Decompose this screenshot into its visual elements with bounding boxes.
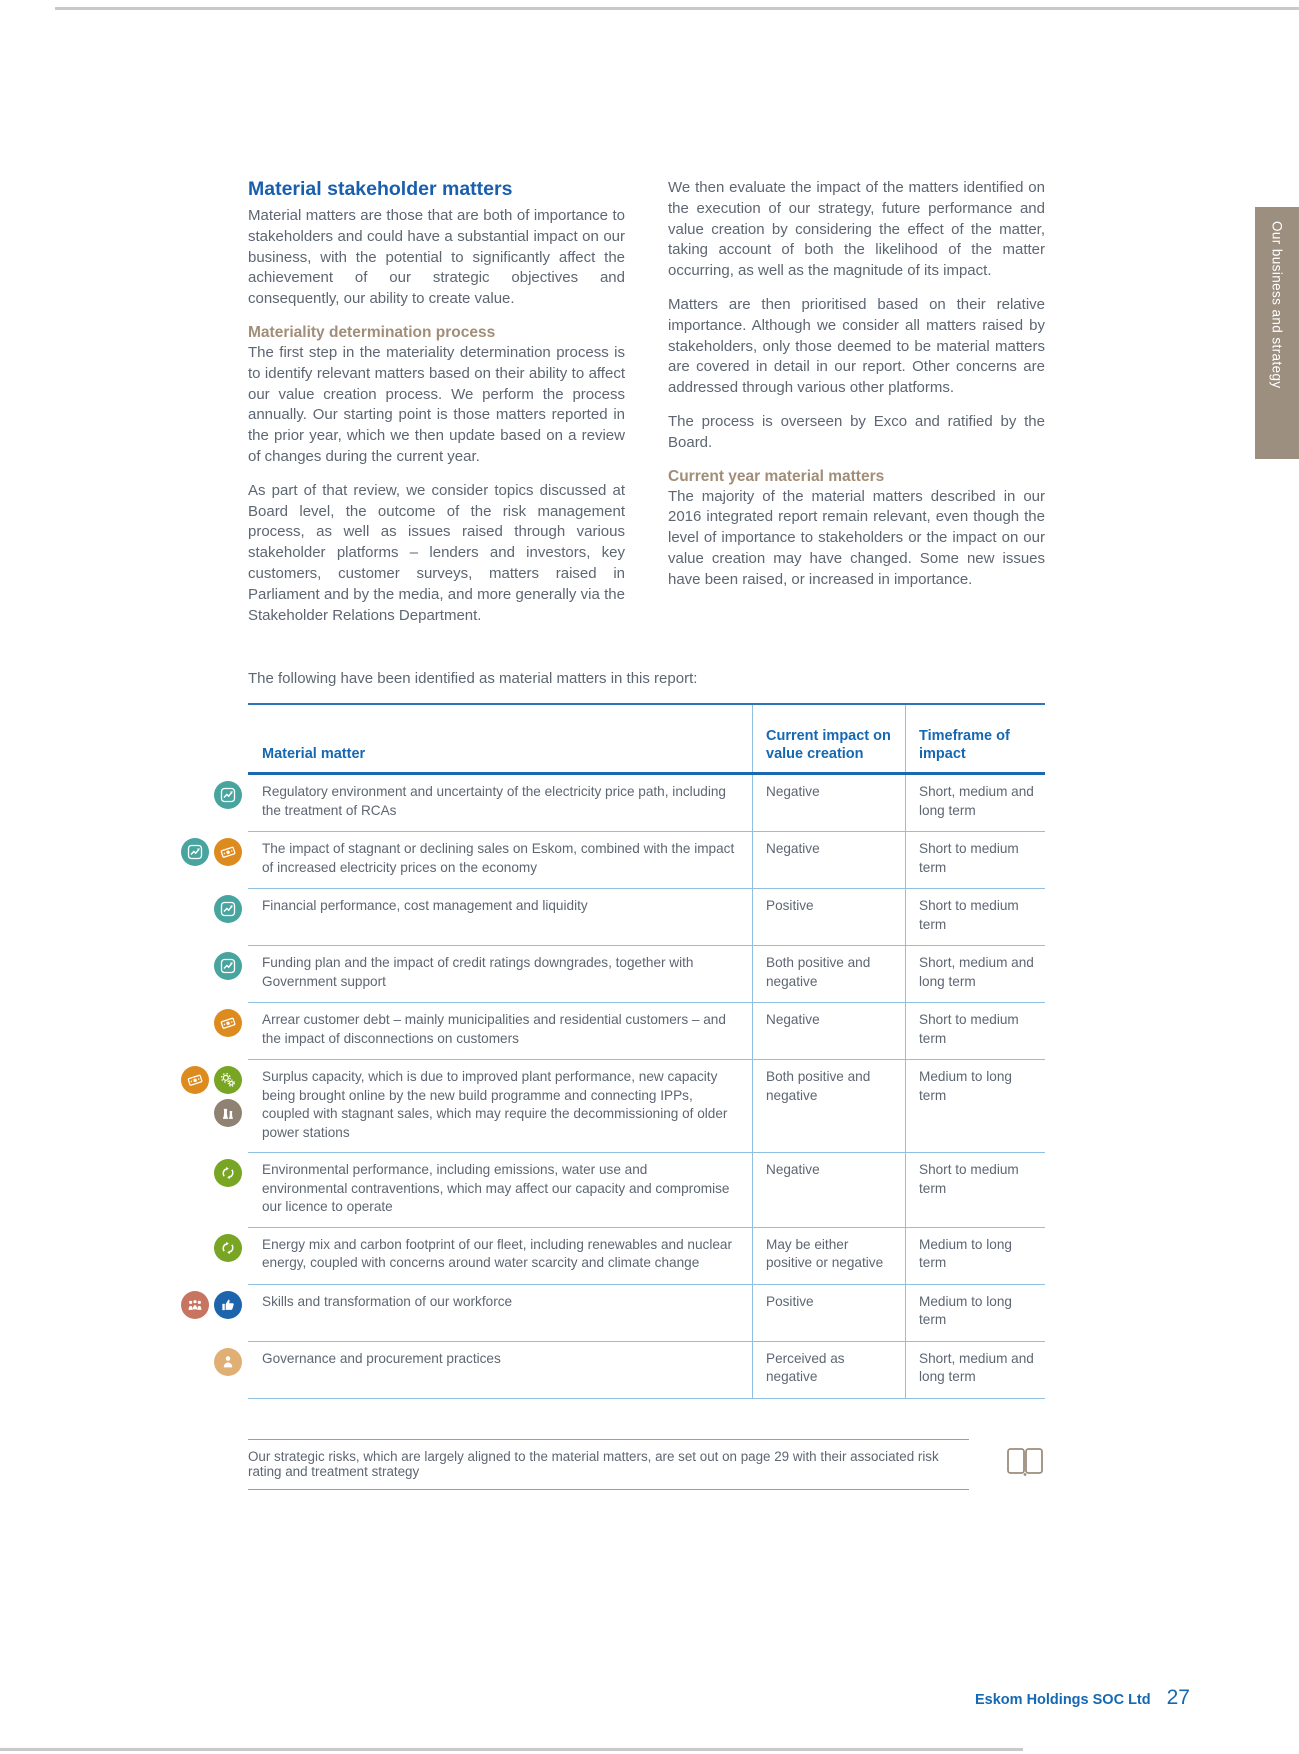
matter-cell: The impact of stagnant or declining sales on Eskom, combined with the impact of increased electricity prices on the economy	[262, 841, 735, 875]
impact-cell: Negative	[752, 1153, 905, 1227]
timeframe-cell: Short to medium term	[905, 832, 1045, 888]
row-icon-gutter	[176, 781, 242, 809]
paragraph: Material matters are those that are both of importance to stakeholders and could have a substantial impact on our business, with the potential to significantly affect the achievement of our strategic objectives and consequently, our ability to create value.	[248, 207, 625, 308]
impact-cell: Positive	[752, 1285, 905, 1341]
table-row	[248, 1003, 1045, 1060]
table-intro: The following have been identified as material matters in this report:	[248, 670, 698, 688]
timeframe-cell: Short to medium term	[905, 889, 1045, 945]
matter-cell: Regulatory environment and uncertainty of the electricity price path, including the treatment of RCAs	[262, 784, 726, 818]
table-row	[248, 1285, 1045, 1342]
timeframe-cell: Short, medium and long term	[905, 946, 1045, 1002]
timeframe-cell: Medium to long term	[905, 1285, 1045, 1341]
row-icon-gutter	[176, 895, 242, 923]
table-row	[248, 946, 1045, 1003]
impact-cell: Negative	[752, 775, 905, 831]
paragraph: Matters are then prioritised based on their relative importance. Although we consider all matters raised by stakeholders, only those deemed to be material matters are covered in detail in our report. Other concerns are addressed through various other platforms.	[668, 295, 1045, 397]
matter-cell: Arrear customer debt – mainly municipalities and residential customers – and the impact of disconnections on customers	[262, 1012, 726, 1046]
row-icon-gutter	[176, 838, 242, 866]
bottom-rule	[0, 1748, 1023, 1751]
performance-chart-icon	[214, 952, 242, 980]
paragraph: The first step in the materiality determination process is to identify relevant matters based on their ability to affect our value creation process. We perform the process annually. Our starting point is those matters reported in the prior year, which we then update based on a review of changes during the current year.	[248, 343, 625, 465]
impact-cell: Both positive and negative	[752, 946, 905, 1002]
environment-icon	[214, 1159, 242, 1187]
header-timeframe: Timeframe of impact	[905, 705, 1045, 772]
main-content	[248, 178, 1045, 1490]
row-icon-gutter	[176, 952, 242, 980]
table-row	[248, 1342, 1045, 1399]
table-row	[248, 889, 1045, 946]
impact-cell: May be either positive or negative	[752, 1228, 905, 1284]
row-icon-gutter	[176, 1348, 242, 1376]
paragraph: As part of that review, we consider topics discussed at Board level, the outcome of the risk management process, as well as issues raised through various stakeholder platforms – lenders and investors, key customers, customer surveys, matters raised in Parliament and by the media, and more generally via the Stakeholder Relations Department.	[248, 481, 625, 624]
footer-company-name: Eskom Holdings SOC Ltd	[975, 1692, 1151, 1708]
thumbs-up-icon	[214, 1291, 242, 1319]
impact-cell: Negative	[752, 832, 905, 888]
sales-revenue-icon	[214, 838, 242, 866]
timeframe-cell: Medium to long term	[905, 1228, 1045, 1284]
performance-chart-icon	[214, 895, 242, 923]
impact-cell: Perceived as negative	[752, 1342, 905, 1398]
footer-page-number: 27	[1166, 1686, 1190, 1709]
row-icon-gutter	[176, 1159, 242, 1187]
page-footer	[975, 1686, 1190, 1710]
row-icon-gutter	[176, 1009, 242, 1037]
strategic-risks-note: Our strategic risks, which are largely aligned to the material matters, are set out on page 29 with their associated risk rating and treatment strategy	[248, 1439, 969, 1490]
subheading-current-year-matters: Current year material matters	[668, 467, 885, 485]
performance-chart-icon	[214, 781, 242, 809]
table-row	[248, 832, 1045, 889]
header-current-impact: Current impact on value creation	[752, 705, 905, 772]
strategic-risks-note-row	[248, 1439, 1045, 1490]
top-rule	[55, 7, 1299, 10]
row-icon-gutter	[176, 1234, 242, 1262]
timeframe-cell: Short, medium and long term	[905, 1342, 1045, 1398]
subheading-materiality-process: Materiality determination process	[248, 323, 496, 341]
impact-cell: Negative	[752, 1003, 905, 1059]
open-book-icon	[1005, 1445, 1045, 1484]
matter-cell: Financial performance, cost management and liquidity	[262, 898, 588, 914]
table-header-row	[248, 705, 1045, 775]
table-row	[248, 775, 1045, 832]
governance-person-icon	[214, 1348, 242, 1376]
sales-revenue-icon	[214, 1009, 242, 1037]
environment-icon	[214, 1234, 242, 1262]
section-tab-our-business-and-strategy: Our business and strategy	[1255, 207, 1299, 459]
power-station-icon	[214, 1099, 242, 1127]
sales-revenue-icon	[181, 1066, 209, 1094]
left-column	[248, 178, 625, 639]
paragraph: We then evaluate the impact of the matters identified on the execution of our strategy, future performance and value creation by considering the effect of the matter, taking account of both the likelihood of the matter occurring, as well as the magnitude of its impact.	[668, 179, 1045, 280]
matter-cell: Environmental performance, including emissions, water use and environmental contraventions, which may affect our capacity and compromise our licence to operate	[262, 1162, 730, 1215]
table-body	[248, 775, 1045, 1399]
paragraph: The process is overseen by Exco and ratified by the Board.	[668, 412, 1045, 451]
header-material-matter: Material matter	[262, 746, 366, 763]
matter-cell: Funding plan and the impact of credit ratings downgrades, together with Government support	[262, 955, 694, 989]
matter-cell: Governance and procurement practices	[262, 1350, 501, 1366]
paragraph: The majority of the material matters described in our 2016 integrated report remain relevant, even though the level of importance to stakeholders or the impact on our value creation may have changed. Some new issues have been raised, or increased in importance.	[668, 487, 1045, 588]
material-matters-table	[248, 703, 1045, 1399]
plant-gears-icon	[214, 1066, 242, 1094]
matter-cell: Skills and transformation of our workforce	[262, 1293, 513, 1309]
matter-cell: Energy mix and carbon footprint of our fleet, including renewables and nuclear energy, coupled with concerns around water scarcity and climate change	[262, 1236, 733, 1271]
timeframe-cell: Short, medium and long term	[905, 775, 1045, 831]
matter-cell: Surplus capacity, which is due to improved plant performance, new capacity being brought online by the new build programme and connecting IPPs, coupled with stagnant sales, which may require the decommissioning of older power stations	[262, 1069, 728, 1140]
right-column	[668, 178, 1045, 639]
table-row	[248, 1060, 1045, 1153]
timeframe-cell: Short to medium term	[905, 1153, 1045, 1227]
timeframe-cell: Medium to long term	[905, 1060, 1045, 1152]
table-row	[248, 1228, 1045, 1285]
performance-chart-icon	[181, 838, 209, 866]
workforce-people-icon	[181, 1291, 209, 1319]
table-row	[248, 1153, 1045, 1228]
impact-cell: Positive	[752, 889, 905, 945]
row-icon-gutter	[176, 1291, 242, 1319]
page-title: Material stakeholder matters	[248, 178, 513, 200]
timeframe-cell: Short to medium term	[905, 1003, 1045, 1059]
row-icon-gutter	[176, 1066, 242, 1127]
impact-cell: Both positive and negative	[752, 1060, 905, 1152]
